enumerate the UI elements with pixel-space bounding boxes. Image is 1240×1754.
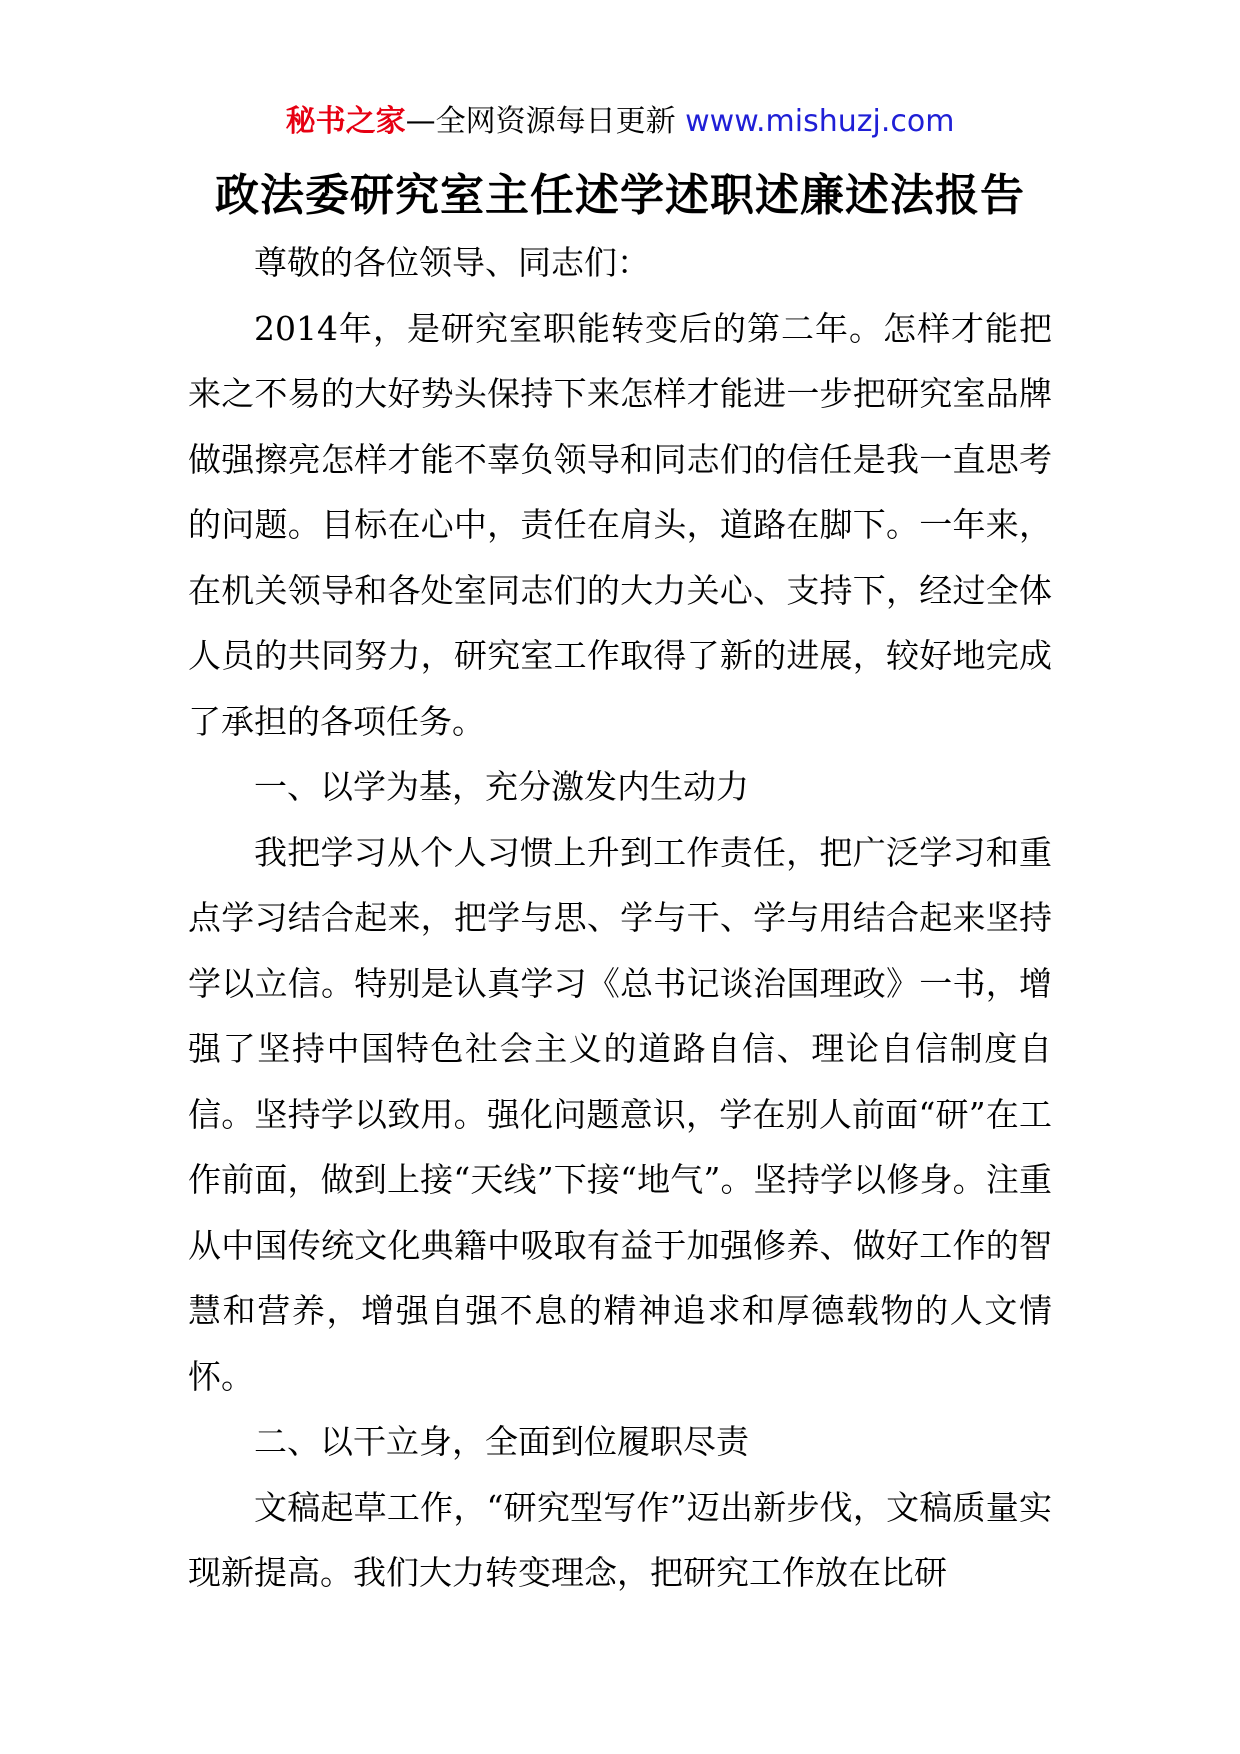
- intro-paragraph: 2014年，是研究室职能转变后的第二年。怎样才能把来之不易的大好势头保持下来怎样才能进一步把研究室品牌做强擦亮怎样才能不辜负领导和同志们的信任是我一直思考的问题。目标在心中，责任在肩头，道路在脚下。一年来，在机关领导和各处室同志们的大力关心、支持下，经过全体人员的共同努力，研究室工作取得了新的进展，较好地完成了承担的各项任务。: [188, 308, 1052, 741]
- site-url-link[interactable]: www.mishuzj.com: [685, 104, 955, 139]
- document-title: 政法委研究室主任述学述职述廉述法报告: [215, 170, 1025, 221]
- document-body: [188, 230, 1052, 1606]
- section-heading-1: 一、以学为基，充分激发内生动力: [254, 767, 749, 806]
- section-1-paragraph: 我把学习从个人习惯上升到工作责任，把广泛学习和重点学习结合起来，把学与思、学与干、学与用结合起来坚持学以立信。特别是认真学习《总书记谈治国理政》一书，增强了坚持中国特色社会主义的道路自信、理论自信制度自信。坚持学以致用。强化问题意识，学在别人前面“研”在工作前面，做到上接“天线”下接“地气”。坚持学以修身。注重从中国传统文化典籍中吸取有益于加强修养、做好工作的智慧和营养，增强自强不息的精神追求和厚德载物的人文情怀。: [188, 832, 1052, 1396]
- brand-name: 秘书之家: [285, 104, 406, 139]
- header-tagline: —全网资源每日更新: [405, 104, 676, 139]
- section-2-paragraph: 文稿起草工作，“研究型写作”迈出新步伐，文稿质量实现新提高。我们大力转变理念，把研究工作放在比研: [188, 1487, 1052, 1592]
- salutation: 尊敬的各位领导、同志们：: [254, 243, 650, 282]
- site-header: [0, 100, 1240, 144]
- section-heading-2: 二、以干立身，全面到位履职尽责: [254, 1422, 749, 1461]
